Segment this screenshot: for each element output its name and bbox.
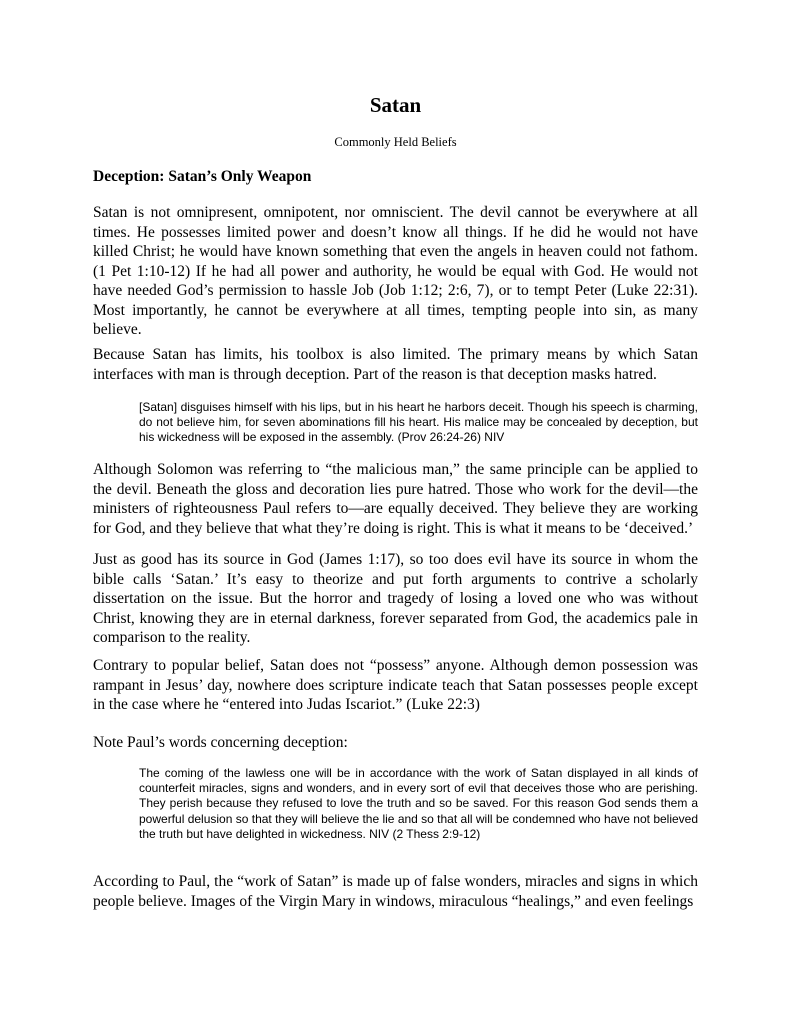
paragraph-4: Just as good has its source in God (James 1:17), so too does evil have its source in whom the bible calls ‘Satan.’ It’s easy to theorize and put forth arguments to contrive a scholarly dissertation on the issue. But the horror and tragedy of losing a loved one who was without Christ, knowing they are in eternal darkness, forever separated from God, the academics pale in comparison to the reality. (93, 551, 698, 646)
paragraph-1: Satan is not omnipresent, omnipotent, nor omniscient. The devil cannot be everywhere at all times. He possesses limited power and doesn’t know all things. If he did he would not have killed Christ; he would have known something that even the angels in heaven could not fathom. (1 Pet 1:10-12) If he had all power and authority, he would be equal with God. He would not have needed God’s permission to hassle Job (Job 1:12; 2:6, 7), or to tempt Peter (Luke 22:31). Most importantly, he cannot be everywhere at all times, tempting people into sin, as many believe. (93, 204, 698, 338)
page-title: Satan (369, 93, 422, 117)
paragraph-3: Although Solomon was referring to “the malicious man,” the same principle can be applied to the devil. Beneath the gloss and decoration lies pure hatred. Those who work for the devil—the ministers of righteousness Paul refers to—are equally deceived. They believe they are working for God, and they believe that what they’re doing is right. This is what it means to be ‘deceived.’ (93, 461, 698, 537)
section-heading: Deception: Satan’s Only Weapon (93, 168, 312, 185)
paragraph-6: Note Paul’s words concerning deception: (93, 734, 348, 751)
block-quote-2: The coming of the lawless one will be in accordance with the work of Satan displayed in all kinds of counterfeit miracles, signs and wonders, and in every sort of evil that deceives those who are perishing. They perish because they refused to love the truth and so be saved. For this reason God sends them a powerful delusion so that they will believe the lie and so that all will be condemned who have not believed the truth but have delighted in wickedness. NIV (2 Thess 2:9-12) (139, 766, 699, 841)
paragraph-7: According to Paul, the “work of Satan” is made up of false wonders, miracles and signs in which people believe. Images of the Virgin Mary in windows, miraculous “healings,” and even feelings (93, 873, 698, 910)
paragraph-5: Contrary to popular belief, Satan does not “possess” anyone. Although demon possession was rampant in Jesus’ day, nowhere does scripture indicate teach that Satan possesses people except in the case where he “entered into Judas Iscariot.” (Luke 22:3) (93, 657, 698, 713)
paragraph-2: Because Satan has limits, his toolbox is also limited. The primary means by which Satan interfaces with man is through deception. Part of the reason is that deception masks hatred. (93, 346, 698, 383)
page-subtitle: Commonly Held Beliefs (334, 135, 457, 149)
block-quote-1: [Satan] disguises himself with his lips, but in his heart he harbors deceit. Though his speech is charming, do not believe him, for seven abominations fill his heart. His malice may be concealed by deception, but his wickedness will be exposed in the assembly. (Prov 26:24-26) NIV (139, 400, 698, 445)
